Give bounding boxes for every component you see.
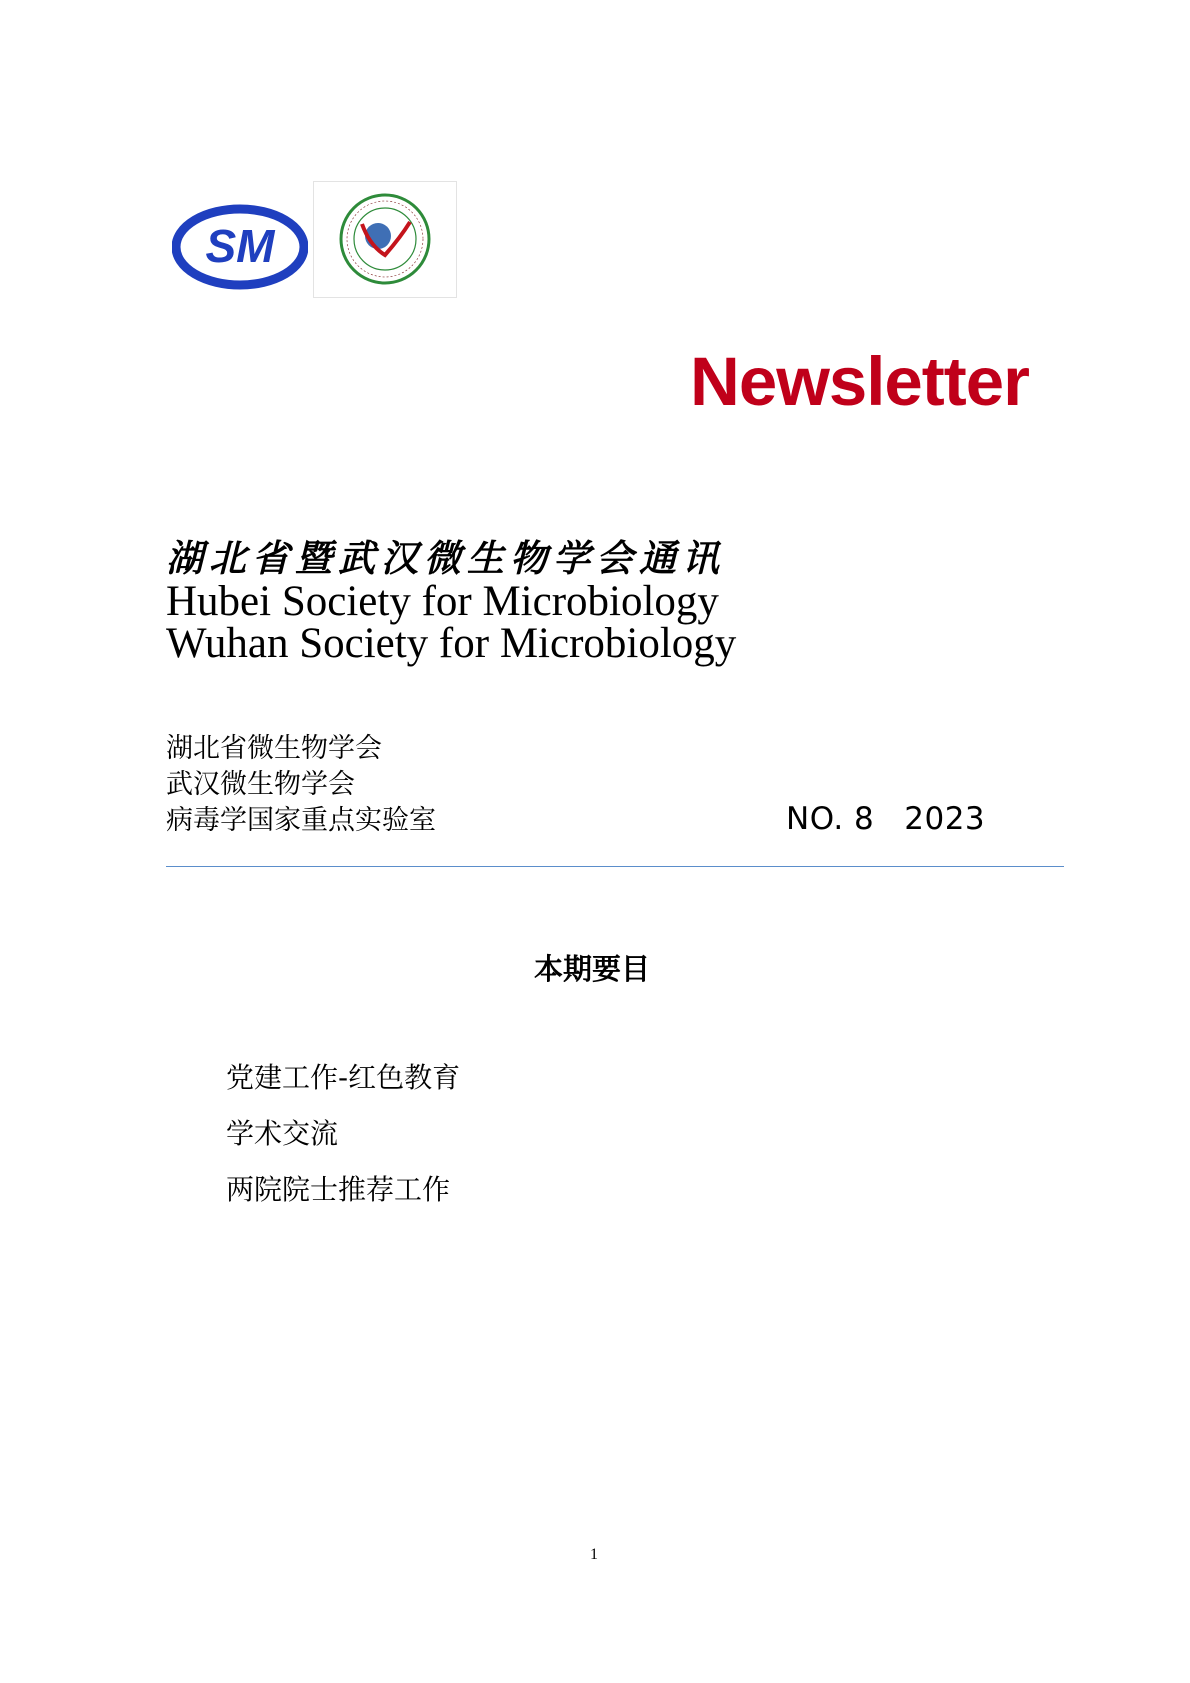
toc-heading: 本期要目	[534, 952, 651, 986]
issue-info	[786, 801, 985, 837]
organization-1: 湖北省微生物学会	[166, 733, 382, 764]
english-title-line-2: Wuhan Society for Microbiology	[166, 620, 737, 667]
toc-item: 两院院士推荐工作	[226, 1173, 451, 1206]
newsletter-label: Newsletter	[690, 343, 1029, 420]
csm-logo-icon	[172, 204, 308, 290]
divider	[166, 866, 1064, 867]
english-title-line-1: Hubei Society for Microbiology	[166, 578, 719, 625]
toc-item: 学术交流	[226, 1117, 339, 1150]
organization-3: 病毒学国家重点实验室	[166, 805, 436, 836]
page-number: 1	[590, 1546, 598, 1563]
state-key-lab-virology-seal-icon	[313, 181, 457, 298]
organization-2: 武汉微生物学会	[166, 769, 355, 800]
issue-number: NO. 8	[786, 801, 875, 837]
issue-year: 2023	[904, 801, 986, 837]
svg-text:SM: SM	[205, 220, 275, 272]
chinese-title: 湖北省暨武汉微生物学会通讯	[166, 536, 725, 580]
toc-item: 党建工作-红色教育	[226, 1061, 461, 1094]
